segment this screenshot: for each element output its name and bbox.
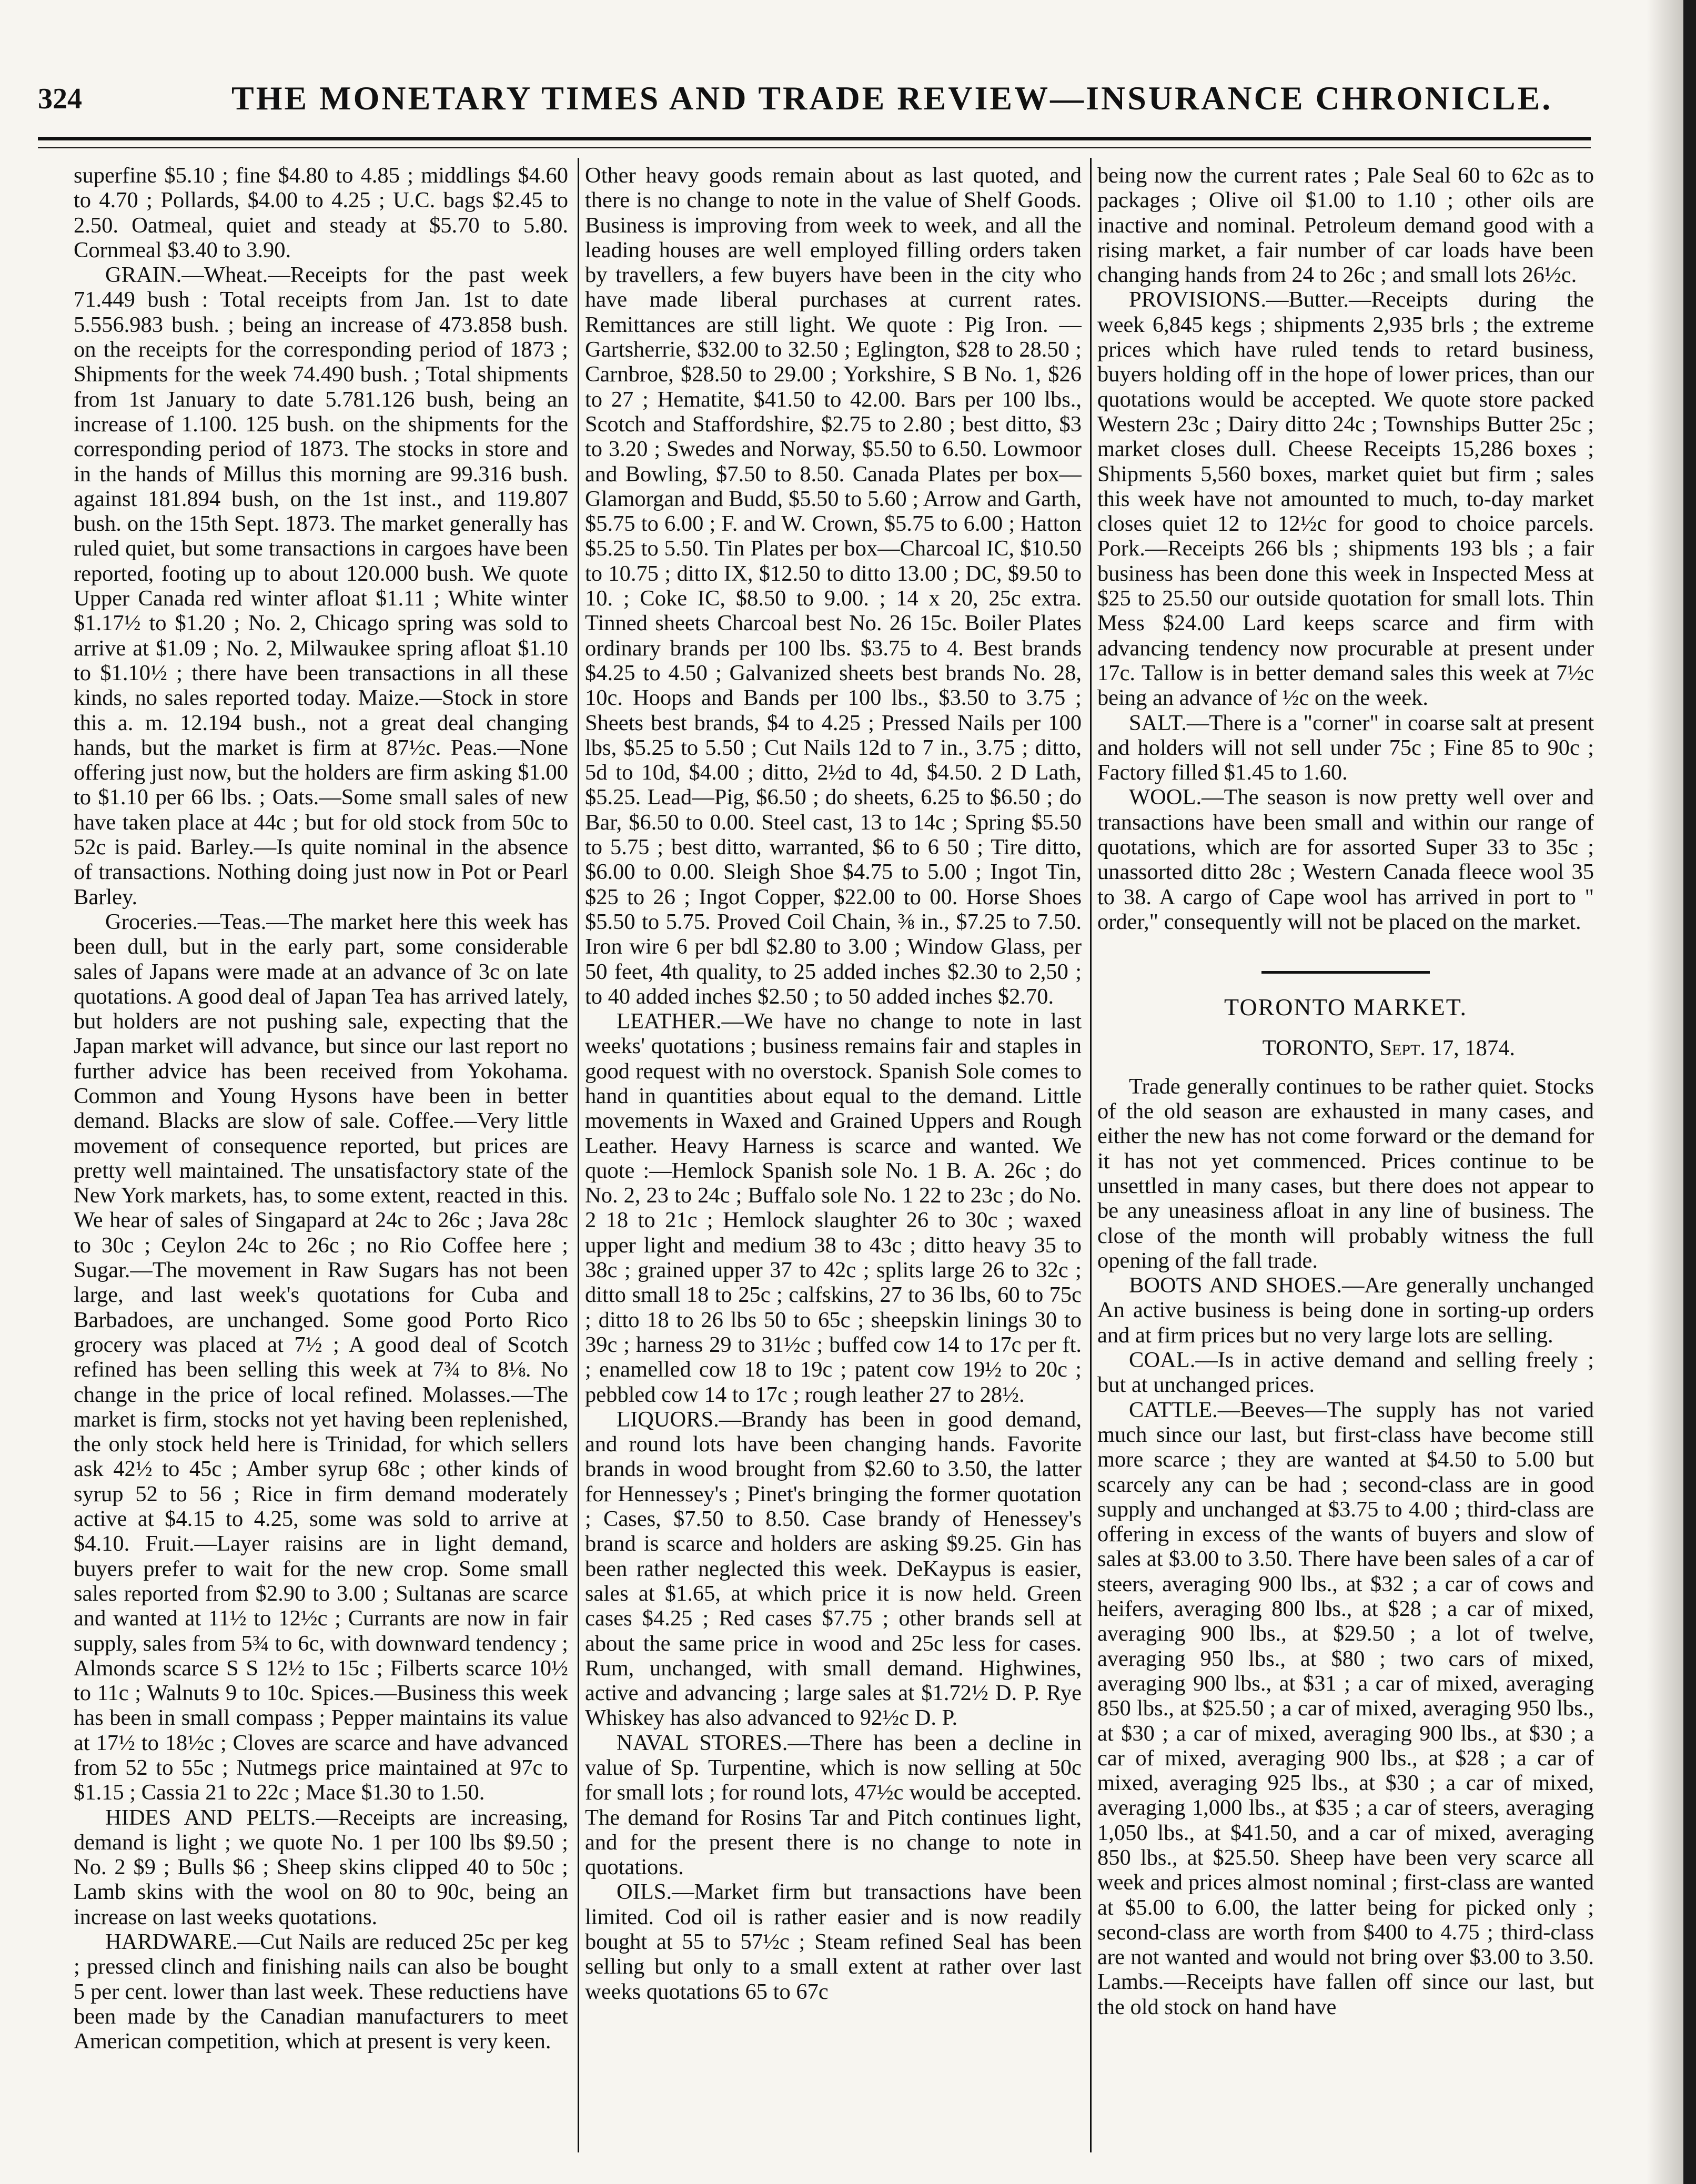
naval-stores-paragraph: NAVAL STORES.—There has been a decline in value of Sp. Turpentine, which is now selling at 50c for small lots ; for round lots, 47½c would be accepted. The demand for Rosins Tar and Pitch continues light, and for the present there is no change to note in quotations. xyxy=(585,1730,1082,1880)
page-edge xyxy=(1683,0,1696,2184)
grain-paragraph: GRAIN.—Wheat.—Receipts for the past week 71.449 bush : Total receipts from Jan. 1st to date 5.556.983 bush. ; being an increase of 473.858 bush. on the receipts for the corresponding period of 1873 ; Shipments for the week 74.490 bush. ; Total shipments from 1st January to date 5.781.126 bush, being an increase of 1.100. 125 bush. on the shipments for the corresponding period of 1873. The stocks in store and in the hands of Millus this morning are 99.316 bush. against 181.894 bush, on the 1st inst., and 119.807 bush. on the 15th Sept. 1873. The market generally has ruled quiet, but some transactions in cargoes have been reported, footing up to about 120.000 bush. We quote Upper Canada red winter afloat $1.11 ; White winter $1.17½ to $1.20 ; No. 2, Chicago spring was sold to arrive at $1.09 ; No. 2, Milwaukee spring afloat $1.10 to $1.10½ ; there have been transactions in all these kinds, no sales reported today. Maize.—Stock in store this a. m. 12.194 bush., not a great deal changing hands, but the market is firm at 87½c. Peas.—None offering just now, but the holders are firm asking $1.00 to $1.10 per 66 lbs. ; Oats.—Some small sales of new have taken place at 44c ; but for old stock from 50c to 52c is paid. Barley.—Is quite nominal in the absence of transactions. Nothing doing just now in Pot or Pearl Barley. xyxy=(74,262,568,909)
groceries-paragraph: Groceries.—Teas.—The market here this week has been dull, but in the early part, some considerable sales of Japans were made at an advance of 3c on late quotations. A good deal of Japan Tea has arrived lately, but holders are not pushing sale, expecting that the Japan market will advance, but since our last report no further advice has been received from Yokohama. Common and Young Hysons have been in better demand. Blacks are slow of sale. Coffee.—Very little movement of consequence reported, but prices are pretty well maintained. The unsatisfactory state of the New York markets, has, to some extent, reacted in this. We hear of sales of Singapard at 24c to 26c ; Java 28c to 30c ; Ceylon 24c to 26c ; no Rio Coffee here ; Sugar.—The movement in Raw Sugars has not been large, and last week's quotations for Cuba and Barbadoes, are unchanged. Some good Porto Rico grocery was placed at 7½ ; A good deal of Scotch refined has been selling this week at 7¾ to 8⅛. No change in the price of local refined. Molasses.—The market is firm, stocks not yet having been replenished, the only stock held here is Trinidad, for which sellers ask 42½ to 45c ; Amber syrup 68c ; other kinds of syrup 52 to 56 ; Rice in firm demand moderately active at $4.15 to 4.25, some was sold to arrive at $4.10. Fruit.—Layer raisins are in light demand, buyers prefer to wait for the new crop. Some small sales reported from $2.90 to 3.00 ; Sultanas are scarce and wanted at 11½ to 12½c ; Currants are now in fair supply, sales from 5¾ to 6c, with downward tendency ; Almonds scarce S S 12½ to 15c ; Filberts scarce 10½ to 11c ; Walnuts 9 to 10c. Spices.—Business this week has been in small compass ; Pepper maintains its value at 17½ to 18½c ; Cloves are scarce and have advanced from 52 to 55c ; Nutmegs price maintained at 97c to $1.15 ; Cassia 21 to 22c ; Mace $1.30 to 1.50. xyxy=(74,909,568,1805)
boots-shoes-paragraph: BOOTS AND SHOES.—Are generally unchanged An active business is being done in sorting-up orders and at firm prices but no very large lots are selling. xyxy=(1097,1273,1594,1348)
page-number: 324 xyxy=(38,83,82,115)
dateline: TORONTO, Sept. 17, 1874. xyxy=(1262,1035,1515,1060)
salt-paragraph: SALT.—There is a "corner" in coarse salt at present and holders will not sell under 75c ; Fine 85 to 90c ; Factory filled $1.45 to 1.60. xyxy=(1097,710,1594,785)
cattle-paragraph: CATTLE.—Beeves—The supply has not varied much since our last, but first-class have become still more scarce ; they are wanted at $4.50 to 5.00 but scarcely any can be had ; second-class are in good supply and unchanged at $3.75 to 4.00 ; third-class are offering in excess of the wants of buyers and slow of sales at $3.00 to 3.50. There have been sales of a car of steers, averaging 900 lbs., at $32 ; a car of cows and heifers, averaging 800 lbs., at $28 ; a car of mixed, averaging 900 lbs., at $29.50 ; a lot of twelve, averaging 950 lbs., at $80 ; two cars of mixed, averaging 900 lbs., at $31 ; a car of mixed, averaging 850 lbs., at $25.50 ; a car of mixed, averaging 950 lbs., at $30 ; a car of mixed, averaging 900 lbs., at $30 ; a car of mixed, averaging 900 lbs., at $28 ; a car of mixed, averaging 925 lbs., at $30 ; a car of mixed, averaging 1,000 lbs., at $35 ; a car of steers, averaging 1,050 lbs., at $41.50, and a car of mixed, averaging 850 lbs., at $25.50. Sheep have been very scarce all week and prices almost nominal ; first-class are wanted at $5.00 to 6.00, the latter being for picked only ; second-class are worth from $400 to 4.75 ; third-class are not wanted and would not bring over $3.00 to 3.50. Lambs.—Receipts have fallen off since our last, but the old stock on hand have xyxy=(1097,1397,1594,2019)
column-2 xyxy=(585,163,1082,2120)
liquors-paragraph: LIQUORS.—Brandy has been in good demand, and round lots have been changing hands. Favorite brands in wood brought from $2.60 to 3.50, the latter for Hennessey's ; Pinet's bringing the former quotation ; Cases, $7.50 to 8.50. Case brandy of Henessey's brand is scarce and holders are asking $9.25. Gin has been rather neglected this week. DeKaypus is easier, sales at $1.65, at which price it is now held. Green cases $4.25 ; Red cases $7.75 ; other brands sell at about the same price in wood and 25c less for cases. Rum, unchanged, with small demand. Highwines, active and advancing ; large sales at $1.72½ D. P. Rye Whiskey has also advanced to 92½c D. P. xyxy=(585,1407,1082,1731)
hardware-continued-paragraph: Other heavy goods remain about as last quoted, and there is no change to note in the value of Shelf Goods. Business is improving from week to week, and all the leading houses are well employed filling orders taken by travellers, a few buyers have been in the city who have made liberal purchases at current rates. Remittances are still light. We quote : Pig Iron. — Gartsherrie, $32.00 to 32.50 ; Eglington, $28 to 28.50 ; Carnbroe, $28.50 to 29.00 ; Yorkshire, S B No. 1, $26 to 27 ; Hematite, $41.50 to 42.00. Bars per 100 lbs., Scotch and Staffordshire, $2.75 to 2.80 ; best ditto, $3 to 3.20 ; Swedes and Norway, $5.50 to 6.50. Lowmoor and Bowling, $7.50 to 8.50. Canada Plates per box—Glamorgan and Budd, $5.50 to 5.60 ; Arrow and Garth, $5.75 to 6.00 ; F. and W. Crown, $5.75 to 6.00 ; Hatton $5.25 to 5.50. Tin Plates per box—Charcoal IC, $10.50 to 10.75 ; ditto IX, $12.50 to ditto 13.00 ; DC, $9.50 to 10. ; Coke IC, $8.50 to 9.00. ; 14 x 20, 25c extra. Tinned sheets Charcoal best No. 26 15c. Boiler Plates ordinary brands per 100 lbs. $3.75 to 4. Best brands $4.25 to 4.50 ; Galvanized sheets best brands No. 28, 10c. Hoops and Bands per 100 lbs., $3.50 to 3.75 ; Sheets best brands, $4 to 4.25 ; Pressed Nails per 100 lbs, $5.25 to 5.50 ; Cut Nails 12d to 7 in., 3.75 ; ditto, 5d to 10d, $4.00 ; ditto, 2½d to 4d, $4.50. 2 D Lath, $5.25. Lead—Pig, $6.50 ; do sheets, 6.25 to $6.50 ; do Bar, $6.50 to 0.00. Steel cast, 13 to 14c ; Spring $5.50 to 5.75 ; best ditto, warranted, $6 to 6 50 ; Tire ditto, $6.00 to 0.00. Sleigh Shoe $4.75 to 5.00 ; Ingot Tin, $25 to 26 ; Ingot Copper, $22.00 to 00. Horse Shoes $5.50 to 5.75. Proved Coil Chain, ⅜ in., $7.25 to 7.50. Iron wire 6 per bdl $2.80 to 3.00 ; Window Glass, per 50 feet, 4th quality, to 25 added inches $2.30 to 2,50 ; to 40 added inches $2.50 ; to 50 added inches $2.70. xyxy=(585,163,1082,1009)
column-3 xyxy=(1097,163,1594,2120)
header-rule xyxy=(38,137,1591,140)
toronto-market-heading: TORONTO MARKET. xyxy=(1097,971,1594,1019)
coal-paragraph: COAL.—Is in active demand and selling freely ; but at unchanged prices. xyxy=(1097,1348,1594,1398)
flour-paragraph: superfine $5.10 ; fine $4.80 to 4.85 ; middlings $4.60 to 4.70 ; Pollards, $4.00 to 4.25 ; U.C. bags $2.45 to 2.50. Oatmeal, quiet and steady at $5.70 to 5.80. Cornmeal $3.40 to 3.90. xyxy=(74,163,568,262)
oils-paragraph: OILS.—Market firm but transactions have been limited. Cod oil is rather easier and is now readily bought at 55 to 57½c ; Steam refined Seal has been selling but only to a small extent at rather over last weeks quotations 65 to 67c xyxy=(585,1879,1082,2004)
page-edge-shadow xyxy=(1647,0,1683,2184)
hardware-paragraph: HARDWARE.—Cut Nails are reduced 25c per keg ; pressed clinch and finishing nails can also be bought 5 per cent. lower than last week. These reductiens have been made by the Canadian manufacturers to meet American competition, which at present is very keen. xyxy=(74,1929,568,2054)
header-rule-thin xyxy=(38,147,1591,148)
column-divider xyxy=(1090,158,1092,2152)
provisions-paragraph: PROVISIONS.—Butter.—Receipts during the week 6,845 kegs ; shipments 2,935 brls ; the extreme prices which have ruled tends to retard business, buyers holding off in the hope of lower prices, than our quotations would be accepted. We quote store packed Western 23c ; Dairy ditto 24c ; Townships Butter 25c ; market closes dull. Cheese Receipts 15,286 boxes ; Shipments 5,560 boxes, market quiet but firm ; sales this week have not amounted to much, to-day market closes quiet 12 to 12½c for good to choice parcels. Pork.—Receipts 266 bls ; shipments 193 bls ; a fair business has been done this week in Inspected Mess at $25 to 25.50 our outside quotation for small lots. Thin Mess $24.00 Lard keeps scarce and firm with advancing tendency now procurable at present under 17c. Tallow is in better demand sales this week at 7½c being an advance of ½c on the week. xyxy=(1097,287,1594,711)
leather-paragraph: LEATHER.—We have no change to note in last weeks' quotations ; business remains fair and staples in good request with no overstock. Spanish Sole comes to hand in quantities about equal to the demand. Little movements in Waxed and Grained Uppers and Rough Leather. Heavy Harness is scarce and wanted. We quote :—Hemlock Spanish sole No. 1 B. A. 26c ; do No. 2, 23 to 24c ; Buffalo sole No. 1 22 to 23c ; do No. 2 18 to 21c ; Hemlock slaughter 26 to 30c ; waxed upper light and medium 38 to 43c ; ditto heavy 35 to 38c ; grained upper 37 to 42c ; splits large 26 to 32c ; ditto small 18 to 25c ; calfskins, 27 to 36 lbs, 60 to 75c ; ditto 18 to 26 lbs 50 to 65c ; sheepskin linings 30 to 39c ; harness 29 to 31½c ; buffed cow 14 to 17c per ft. ; enamelled cow 18 to 19c ; patent cow 19½ to 20c ; pebbled cow 14 to 17c ; rough leather 27 to 28½. xyxy=(585,1009,1082,1407)
toronto-intro-paragraph: Trade generally continues to be rather quiet. Stocks of the old season are exhausted in many cases, and either the new has not come forward or the demand for it has not yet commenced. Prices continue to be unsettled in many cases, but there does not appear to be any uneasiness afloat in any line of business. The close of the month will probably witness the full opening of the fall trade. xyxy=(1097,1074,1594,1273)
column-1 xyxy=(74,163,568,2120)
wool-paragraph: WOOL.—The season is now pretty well over and transactions have been small and within our range of quotations, which are for assorted Super 33 to 35c ; unassorted ditto 28c ; Western Canada fleece wool 35 to 38. A cargo of Cape wool has arrived in port to " order," consequently will not be placed on the market. xyxy=(1097,785,1594,934)
column-divider xyxy=(578,158,579,2152)
hides-pelts-paragraph: HIDES AND PELTS.—Receipts are increasing, demand is light ; we quote No. 1 per 100 lbs $9.50 ; No. 2 $9 ; Bulls $6 ; Sheep skins clipped 40 to 50c ; Lamb skins with the wool on 80 to 90c, being an increase on last weeks quotations. xyxy=(74,1805,568,1929)
oils-continued-paragraph: being now the current rates ; Pale Seal 60 to 62c as to packages ; Olive oil $1.00 to 1.10 ; other oils are inactive and nominal. Petroleum demand good with a rising market, a fair number of car loads have been changing hands from 24 to 26c ; and small lots 26½c. xyxy=(1097,163,1594,288)
running-title: THE MONETARY TIMES AND TRADE REVIEW—INSURANCE CHRONICLE. xyxy=(231,79,1553,117)
